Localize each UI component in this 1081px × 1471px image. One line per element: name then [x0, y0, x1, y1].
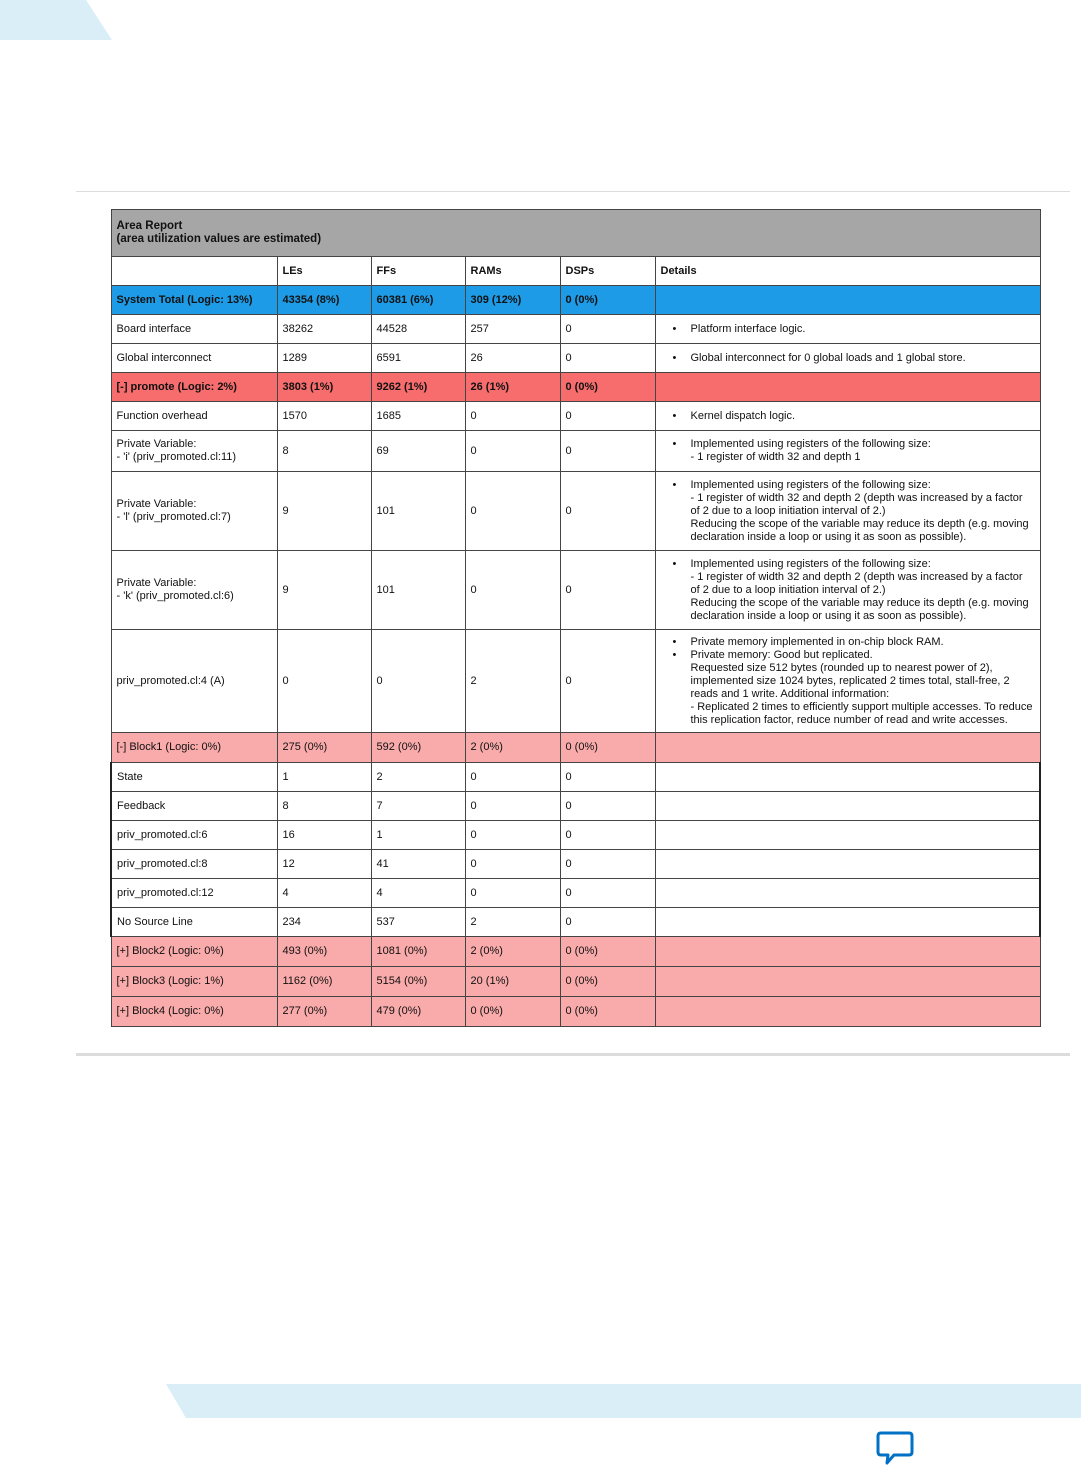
priv-promoted-4-row — [111, 630, 1040, 733]
row-rams: 2 — [465, 908, 560, 937]
global-interconnect-row — [111, 344, 1040, 373]
row-rams: 0 — [465, 402, 560, 431]
header-row — [111, 257, 1040, 286]
row-dsps: 0 — [560, 402, 655, 431]
row-rams: 26 — [465, 344, 560, 373]
row-rams: 2 — [465, 630, 560, 733]
row-details — [655, 792, 1040, 821]
row-les: 1289 — [277, 344, 371, 373]
detail-line: - 1 register of width 32 and depth 2 (depth was increased by a factor of 2 due to a loop initiation interval of 2.) — [690, 491, 1023, 517]
row-name-line: Private Variable: — [116, 498, 197, 510]
row-rams: 0 — [465, 551, 560, 630]
row-dsps: 0 — [560, 850, 655, 879]
row-rams: 257 — [465, 315, 560, 344]
row-ffs: 1 — [371, 821, 465, 850]
row-ffs: 592 (0%) — [371, 733, 465, 763]
block1-subrow — [111, 763, 1040, 792]
row-ffs: 101 — [371, 551, 465, 630]
row-rams: 2 (0%) — [465, 733, 560, 763]
row-details — [655, 850, 1040, 879]
block1-subrow — [111, 879, 1040, 908]
row-name: priv_promoted.cl:4 (A) — [111, 630, 277, 733]
row-name: priv_promoted.cl:12 — [111, 879, 277, 908]
row-name: [+] Block3 (Logic: 1%) — [111, 967, 277, 997]
row-ffs: 4 — [371, 879, 465, 908]
system-total-row[interactable] — [111, 286, 1040, 315]
row-name: State — [111, 763, 277, 792]
function-overhead-row — [111, 402, 1040, 431]
block2-row[interactable] — [111, 937, 1040, 967]
row-les: 38262 — [277, 315, 371, 344]
row-dsps: 0 (0%) — [560, 937, 655, 967]
detail-bullet: • Kernel dispatch logic. — [661, 410, 1035, 423]
row-details — [655, 821, 1040, 850]
row-ffs: 41 — [371, 850, 465, 879]
row-les: 8 — [277, 792, 371, 821]
detail-bullet: • Global interconnect for 0 global loads and 1 global store. — [661, 352, 1035, 365]
promote-kernel-row[interactable] — [111, 373, 1040, 402]
header-cell-ffs: FFs — [371, 257, 465, 286]
detail-bullet: • Platform interface logic. — [661, 323, 1035, 336]
detail-line: Reducing the scope of the variable may reduce its depth (e.g. moving declaration inside a loop or using it as soon as possible). — [690, 517, 1029, 543]
row-name: System Total (Logic: 13%) — [111, 286, 277, 315]
row-les: 493 (0%) — [277, 937, 371, 967]
row-dsps: 0 — [560, 792, 655, 821]
row-rams: 2 (0%) — [465, 937, 560, 967]
row-dsps: 0 — [560, 630, 655, 733]
row-ffs: 2 — [371, 763, 465, 792]
row-rams: 309 (12%) — [465, 286, 560, 315]
header-cell-dsps: DSPs — [560, 257, 655, 286]
row-dsps: 0 — [560, 344, 655, 373]
row-rams: 20 (1%) — [465, 967, 560, 997]
detail-bullet: • Implemented using registers of the following size: — [661, 438, 1035, 451]
area-report-table — [110, 209, 1041, 1027]
row-ffs: 9262 (1%) — [371, 373, 465, 402]
row-details — [655, 937, 1040, 967]
row-details — [655, 344, 1040, 373]
row-name: [-] Block1 (Logic: 0%) — [111, 733, 277, 763]
row-rams: 0 — [465, 763, 560, 792]
header-cell-name — [111, 257, 277, 286]
row-ffs: 101 — [371, 472, 465, 551]
row-rams: 0 — [465, 431, 560, 472]
row-les: 4 — [277, 879, 371, 908]
row-les: 1 — [277, 763, 371, 792]
area-report-figure — [110, 209, 1039, 1027]
row-les: 1162 (0%) — [277, 967, 371, 997]
row-name: [+] Block4 (Logic: 0%) — [111, 997, 277, 1027]
block1-subrow — [111, 821, 1040, 850]
row-les: 3803 (1%) — [277, 373, 371, 402]
report-subtitle: (area utilization values are estimated) — [116, 233, 322, 245]
row-details — [655, 472, 1040, 551]
row-dsps: 0 (0%) — [560, 286, 655, 315]
page-corner-tab — [0, 0, 112, 40]
row-ffs: 1685 — [371, 402, 465, 431]
detail-bullet: • Implemented using registers of the following size: — [661, 479, 1035, 492]
row-les: 8 — [277, 431, 371, 472]
detail-bullet: • Implemented using registers of the following size: — [661, 558, 1035, 571]
detail-line: - Replicated 2 times to efficiently support multiple accesses. To reduce this replication factor, reduce number of read and write accesses. — [690, 700, 1033, 726]
board-interface-row — [111, 315, 1040, 344]
detail-line: Reducing the scope of the variable may reduce its depth (e.g. moving declaration inside a loop or using it as soon as possible). — [690, 596, 1029, 622]
row-name: No Source Line — [111, 908, 277, 937]
row-ffs: 0 — [371, 630, 465, 733]
row-les: 9 — [277, 551, 371, 630]
row-dsps: 0 — [560, 551, 655, 630]
header-cell-rams: RAMs — [465, 257, 560, 286]
row-details — [655, 879, 1040, 908]
private-variable-k-row — [111, 551, 1040, 630]
footer-band — [166, 1384, 1081, 1418]
private-variable-i-row — [111, 431, 1040, 472]
row-dsps: 0 — [560, 431, 655, 472]
row-details — [655, 630, 1040, 733]
row-rams: 0 (0%) — [465, 997, 560, 1027]
row-rams: 0 — [465, 879, 560, 908]
row-ffs: 1081 (0%) — [371, 937, 465, 967]
row-dsps: 0 — [560, 879, 655, 908]
row-details — [655, 402, 1040, 431]
row-dsps: 0 — [560, 315, 655, 344]
speech-bubble-icon — [876, 1430, 914, 1466]
row-dsps: 0 — [560, 908, 655, 937]
row-ffs: 7 — [371, 792, 465, 821]
row-details — [655, 315, 1040, 344]
row-details — [655, 733, 1040, 763]
row-dsps: 0 (0%) — [560, 373, 655, 402]
title-row — [111, 210, 1040, 257]
row-name-line: Private Variable: — [116, 438, 197, 450]
row-details — [655, 373, 1040, 402]
row-les: 12 — [277, 850, 371, 879]
block4-row[interactable] — [111, 997, 1040, 1027]
detail-bullet: • Private memory: Good but replicated. — [661, 649, 1035, 662]
row-dsps: 0 (0%) — [560, 967, 655, 997]
row-name-line: - 'i' (priv_promoted.cl:11) — [116, 451, 237, 463]
block1-subrow — [111, 850, 1040, 879]
row-ffs: 479 (0%) — [371, 997, 465, 1027]
row-details — [655, 908, 1040, 937]
row-ffs: 60381 (6%) — [371, 286, 465, 315]
feedback-button[interactable] — [876, 1430, 914, 1466]
row-les: 234 — [277, 908, 371, 937]
row-details — [655, 763, 1040, 792]
row-name: [+] Block2 (Logic: 0%) — [111, 937, 277, 967]
row-name: Function overhead — [111, 402, 277, 431]
row-les: 43354 (8%) — [277, 286, 371, 315]
report-title: Area Report — [116, 220, 183, 232]
row-name: Board interface — [111, 315, 277, 344]
row-dsps: 0 (0%) — [560, 733, 655, 763]
row-rams: 26 (1%) — [465, 373, 560, 402]
block1-row[interactable] — [111, 733, 1040, 763]
row-ffs: 6591 — [371, 344, 465, 373]
row-rams: 0 — [465, 850, 560, 879]
row-dsps: 0 — [560, 821, 655, 850]
row-details — [655, 551, 1040, 630]
row-name-line: - 'l' (priv_promoted.cl:7) — [116, 511, 231, 523]
header-cell-les: LEs — [277, 257, 371, 286]
row-rams: 0 — [465, 472, 560, 551]
row-name: Global interconnect — [111, 344, 277, 373]
row-les: 16 — [277, 821, 371, 850]
row-ffs: 69 — [371, 431, 465, 472]
row-name: [-] promote (Logic: 2%) — [111, 373, 277, 402]
row-name: priv_promoted.cl:8 — [111, 850, 277, 879]
row-name — [111, 431, 277, 472]
block1-subrow — [111, 908, 1040, 937]
row-dsps: 0 (0%) — [560, 997, 655, 1027]
row-les: 9 — [277, 472, 371, 551]
row-les: 275 (0%) — [277, 733, 371, 763]
block3-row[interactable] — [111, 967, 1040, 997]
row-name: priv_promoted.cl:6 — [111, 821, 277, 850]
row-name — [111, 472, 277, 551]
row-details — [655, 286, 1040, 315]
row-les: 1570 — [277, 402, 371, 431]
row-dsps: 0 — [560, 763, 655, 792]
row-name — [111, 551, 277, 630]
row-rams: 0 — [465, 821, 560, 850]
detail-bullet: • Private memory implemented in on-chip block RAM. — [661, 636, 1035, 649]
header-cell-details: Details — [655, 257, 1040, 286]
row-les: 0 — [277, 630, 371, 733]
top-divider — [76, 191, 1070, 192]
report-title-cell — [111, 210, 1040, 257]
block1-subrow — [111, 792, 1040, 821]
row-details — [655, 967, 1040, 997]
row-details — [655, 997, 1040, 1027]
row-name-line: - 'k' (priv_promoted.cl:6) — [116, 590, 234, 602]
row-ffs: 44528 — [371, 315, 465, 344]
detail-line: - 1 register of width 32 and depth 1 — [690, 451, 861, 463]
row-name: Feedback — [111, 792, 277, 821]
row-rams: 0 — [465, 792, 560, 821]
detail-line: Requested size 512 bytes (rounded up to nearest power of 2), implemented size 1024 bytes, replicated 2 times total, stall-free, 2 reads and 1 write. Additional information: — [690, 661, 1010, 700]
row-name-line: Private Variable: — [116, 577, 197, 589]
private-variable-l-row — [111, 472, 1040, 551]
row-les: 277 (0%) — [277, 997, 371, 1027]
detail-line: - 1 register of width 32 and depth 2 (depth was increased by a factor of 2 due to a loop initiation interval of 2.) — [690, 570, 1023, 596]
bottom-divider — [76, 1053, 1070, 1056]
row-dsps: 0 — [560, 472, 655, 551]
row-ffs: 5154 (0%) — [371, 967, 465, 997]
row-details — [655, 431, 1040, 472]
row-ffs: 537 — [371, 908, 465, 937]
